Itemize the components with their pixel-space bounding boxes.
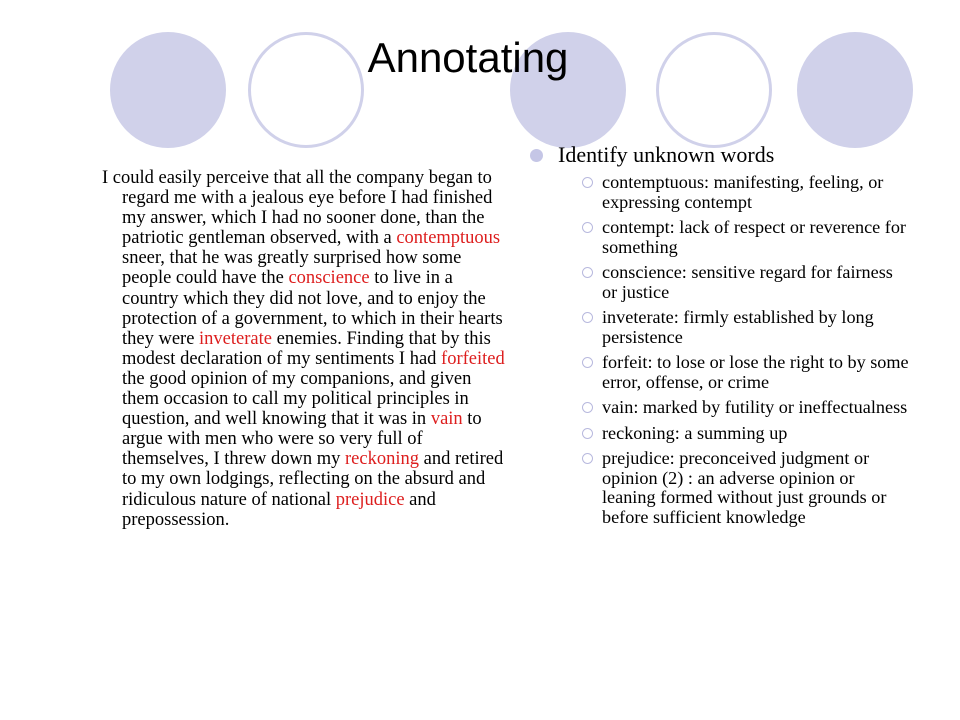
- passage-segment: enemies. Finding that by this modest declaration of my sentiments I had: [122, 328, 491, 369]
- bullet-dot-icon: [530, 149, 543, 162]
- ring-bullet-icon: [582, 428, 593, 439]
- vocab-item: [530, 263, 910, 302]
- vocab-item: [530, 173, 910, 212]
- passage-segment: sneer, that he was greatly surprised how some people could have the: [122, 248, 462, 289]
- vocab-definition: conscience: sensitive regard for fairness or justice: [602, 262, 893, 302]
- passage-text: [102, 168, 512, 530]
- highlighted-word: conscience: [288, 268, 370, 289]
- passage-segment: the good opinion of my companions, and given them occasion to call my political principles in question, and well knowing that it was in: [122, 368, 472, 430]
- ring-bullet-icon: [582, 177, 593, 188]
- passage-segment: and prepossession.: [122, 489, 436, 530]
- vocab-panel: [530, 142, 910, 533]
- highlighted-word: inveterate: [199, 328, 272, 349]
- highlighted-word: prejudice: [335, 489, 405, 510]
- vocab-definition: vain: marked by futility or ineffectualness: [602, 397, 908, 417]
- vocab-definition: reckoning: a summing up: [602, 422, 788, 443]
- ring-bullet-icon: [582, 402, 593, 413]
- slide-title: Annotating: [367, 34, 569, 81]
- passage-segment: and retired to my own lodgings, reflecting on the absurd and ridiculous nature of national: [122, 449, 504, 510]
- vocab-definition: forfeit: to lose or lose the right to by some error, offense, or crime: [602, 352, 909, 392]
- highlighted-word: reckoning: [345, 449, 419, 470]
- vocab-item: [530, 424, 910, 444]
- vocab-definition: contemptuous: manifesting, feeling, or expressing contempt: [602, 172, 884, 212]
- ring-bullet-icon: [582, 222, 593, 233]
- ring-bullet-icon: [582, 267, 593, 278]
- highlighted-word: vain: [430, 409, 463, 430]
- vocab-definition: prejudice: preconceived judgment or opinion (2) : an adverse opinion or leaning formed without just grounds or before sufficient knowledge: [602, 448, 887, 527]
- highlighted-word: forfeited: [441, 348, 505, 369]
- passage-segment: I could easily perceive that all the company began to regard me with a jealous eye before I had finished my answer, which I had no sooner done, than the patriotic gentleman observed, with a: [102, 168, 493, 249]
- vocab-definition: contempt: lack of respect or reverence for something: [602, 217, 906, 257]
- vocab-heading: Identify unknown words: [558, 142, 775, 167]
- vocab-list: [530, 173, 910, 527]
- vocab-item: [530, 398, 910, 418]
- highlighted-word: contemptuous: [396, 228, 501, 249]
- vocab-definition: inveterate: firmly established by long persistence: [602, 307, 874, 347]
- vocab-item: [530, 308, 910, 347]
- vocab-item: [530, 218, 910, 257]
- passage-segment: to argue with men who were so very full of themselves, I threw down my: [122, 409, 482, 470]
- passage-segment: to live in a country which they did not love, and to enjoy the protection of a government, to which in their hearts they were: [122, 268, 503, 349]
- ring-bullet-icon: [582, 357, 593, 368]
- vocab-heading-item: [530, 142, 910, 168]
- vocab-item: [530, 449, 910, 527]
- ring-bullet-icon: [582, 312, 593, 323]
- vocab-item: [530, 353, 910, 392]
- ring-bullet-icon: [582, 453, 593, 464]
